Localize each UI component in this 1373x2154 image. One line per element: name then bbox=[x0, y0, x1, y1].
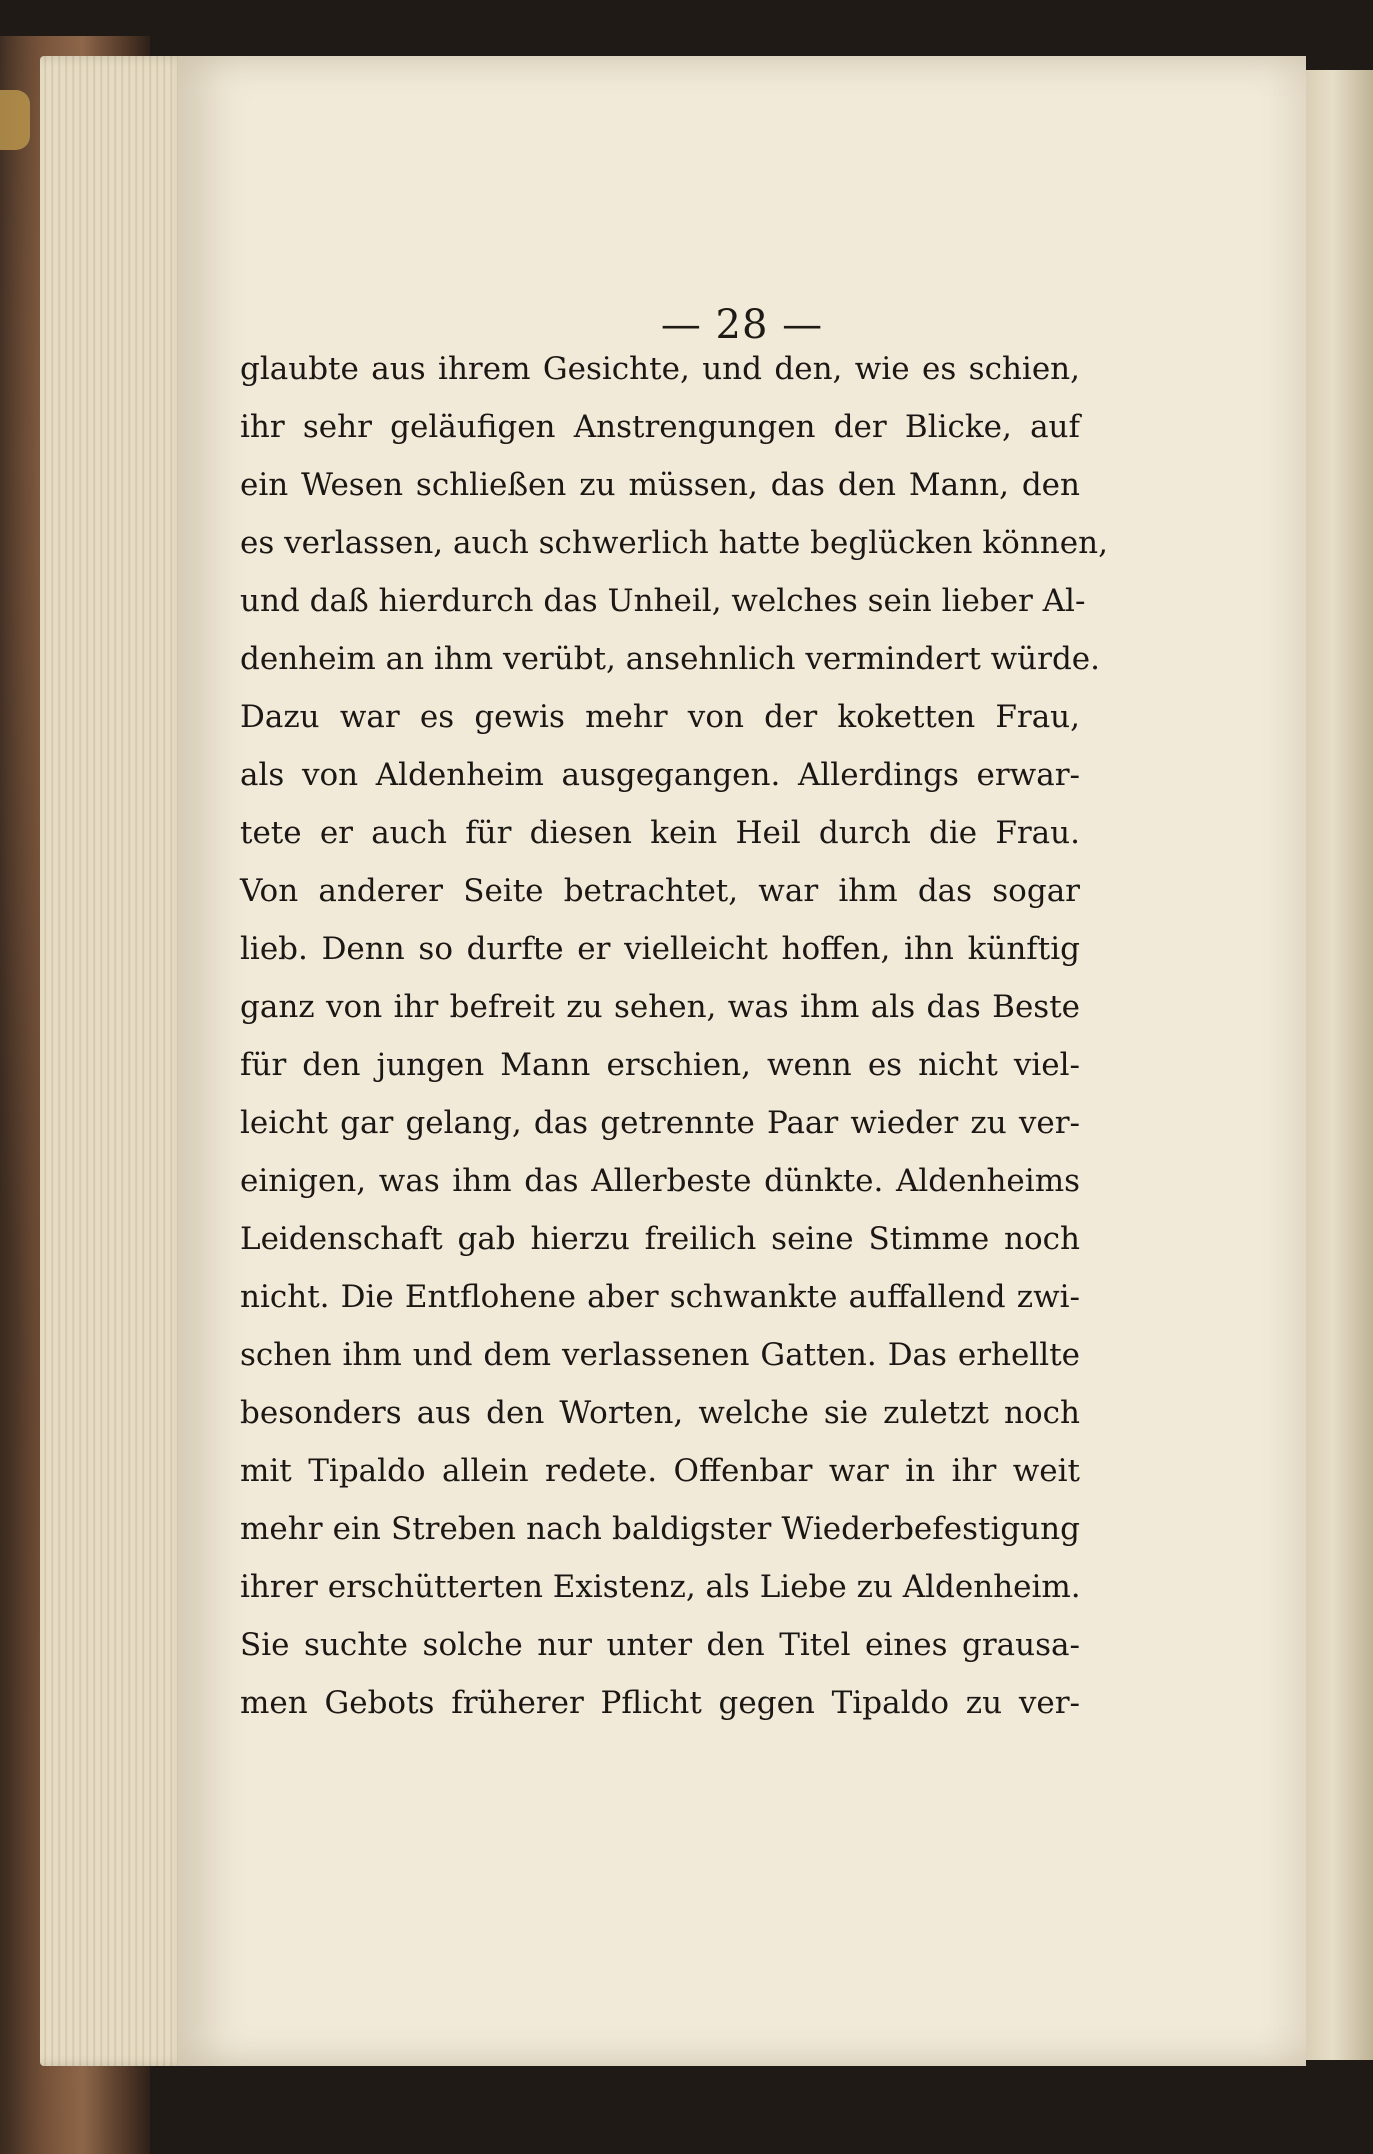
text-line: tete er auch für diesen kein Heil durch die Frau. bbox=[240, 815, 1080, 851]
text-line: ihrer erschütterten Existenz, als Liebe zu Aldenheim. bbox=[240, 1569, 1081, 1605]
body-text bbox=[240, 340, 1108, 1732]
text-line: für den jungen Mann erschien, wenn es nicht viel- bbox=[240, 1047, 1080, 1083]
text-line: nicht. Die Entflohene aber schwankte auffallend zwi- bbox=[240, 1279, 1080, 1315]
text-line: mehr ein Streben nach baldigster Wiederbefestigung bbox=[240, 1511, 1080, 1547]
text-line: men Gebots früherer Pflicht gegen Tipaldo zu ver- bbox=[240, 1685, 1080, 1721]
text-line: es verlassen, auch schwerlich hatte beglücken können, bbox=[240, 525, 1108, 561]
text-line: einigen, was ihm das Allerbeste dünkte. Aldenheims bbox=[240, 1163, 1080, 1199]
text-line: denheim an ihm verübt, ansehnlich vermindert würde. bbox=[240, 641, 1100, 677]
text-line: ganz von ihr befreit zu sehen, was ihm als das Beste bbox=[240, 989, 1080, 1025]
text-line: und daß hierdurch das Unheil, welches sein lieber Al- bbox=[240, 583, 1086, 619]
text-line: Sie suchte solche nur unter den Titel eines grausa- bbox=[240, 1627, 1080, 1663]
page-edges bbox=[40, 56, 190, 2066]
text-line: als von Aldenheim ausgegangen. Allerdings erwar- bbox=[240, 757, 1080, 793]
text-line: Von anderer Seite betrachtet, war ihm das sogar bbox=[240, 873, 1080, 909]
text-line: glaubte aus ihrem Gesichte, und den, wie es schien, bbox=[240, 351, 1080, 387]
text-line: Leidenschaft gab hierzu freilich seine Stimme noch bbox=[240, 1221, 1080, 1257]
text-line: leicht gar gelang, das getrennte Paar wieder zu ver- bbox=[240, 1105, 1080, 1141]
right-page-edge bbox=[1306, 70, 1373, 2060]
book-clasp bbox=[0, 90, 30, 150]
text-line: ein Wesen schließen zu müssen, das den Mann, den bbox=[240, 467, 1080, 503]
text-line: Dazu war es gewis mehr von der koketten Frau, bbox=[240, 699, 1080, 735]
text-line: mit Tipaldo allein redete. Offenbar war in ihr weit bbox=[240, 1453, 1080, 1489]
page-number: — 28 — bbox=[660, 302, 824, 348]
text-line: besonders aus den Worten, welche sie zuletzt noch bbox=[240, 1395, 1080, 1431]
text-line: schen ihm und dem verlassenen Gatten. Das erhellte bbox=[240, 1337, 1080, 1373]
text-line: ihr sehr geläufigen Anstrengungen der Blicke, auf bbox=[240, 409, 1080, 445]
text-line: lieb. Denn so durfte er vielleicht hoffen, ihn künftig bbox=[240, 931, 1080, 967]
